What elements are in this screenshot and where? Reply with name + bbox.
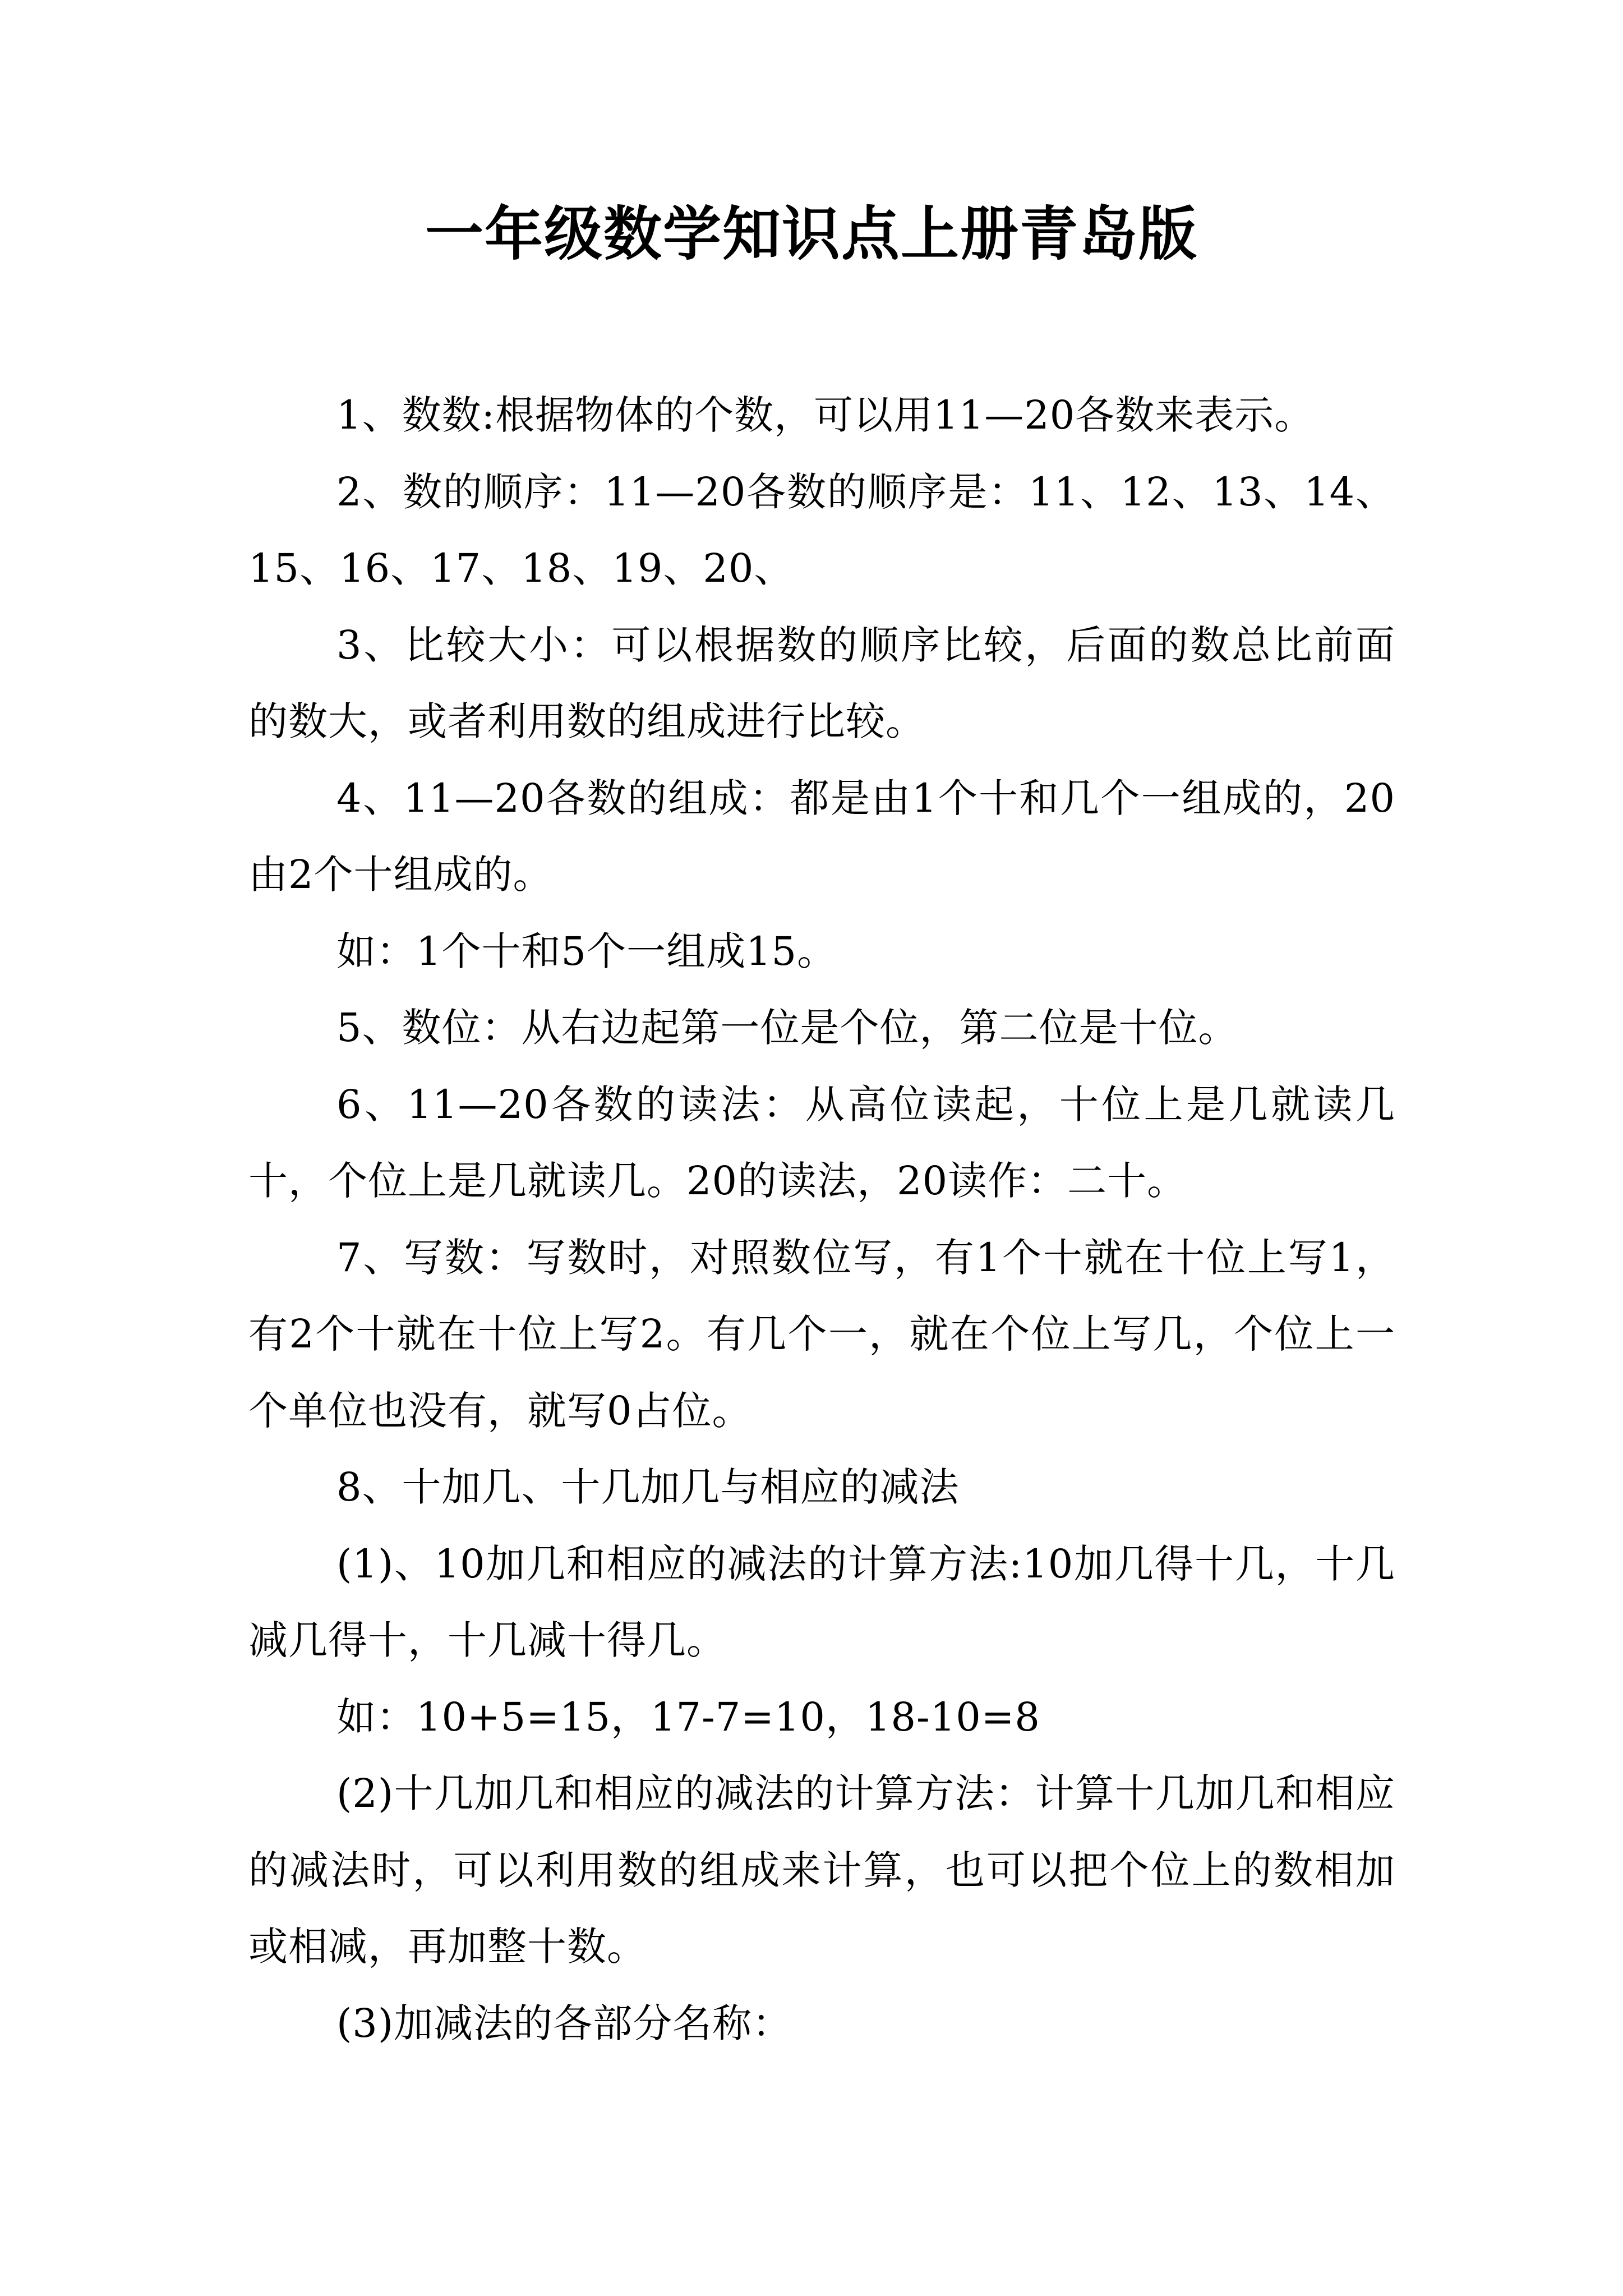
paragraph-calculation-example: 如：10+5=15，17-7=10，18-10=8 xyxy=(336,1694,1040,1740)
paragraph-counting: 1、数数:根据物体的个数，可以用11—20各数来表示。 xyxy=(336,392,1315,438)
paragraph-ten-plus-method: (1)、10加几和相应的减法的计算方法:10加几得十几，十几减几得十，十几减十得几。 xyxy=(248,1540,1395,1663)
document-title: 一年级数学知识点上册青岛版 xyxy=(425,199,1198,268)
document-body xyxy=(248,377,1395,2062)
paragraph-reading-numbers: 6、11—20各数的读法：从高位读起，十位上是几就读几十，个位上是几就读几。20的读法，20读作：二十。 xyxy=(248,1081,1395,1204)
paragraph-number-composition: 4、11—20各数的组成：都是由1个十和几个一组成的，20由2个十组成的。 xyxy=(248,775,1395,898)
paragraph-place-value: 5、数位：从右边起第一位是个位，第二位是十位。 xyxy=(336,1005,1238,1051)
paragraph-addition-subtraction-heading: 8、十加几、十几加几与相应的减法 xyxy=(336,1464,960,1510)
paragraph-part-names: (3)加减法的各部分名称： xyxy=(336,2000,792,2046)
paragraph-teens-plus-method: (2)十几加几和相应的减法的计算方法：计算十几加几和相应的减法时，可以利用数的组成来计算，也可以把个位上的数相加或相减，再加整十数。 xyxy=(248,1770,1395,1970)
paragraph-comparing-size: 3、比较大小：可以根据数的顺序比较，后面的数总比前面的数大，或者利用数的组成进行比较。 xyxy=(248,622,1395,744)
paragraph-writing-numbers: 7、写数：写数时，对照数位写，有1个十就在十位上写1，有2个十就在十位上写2。有几个一，就在个位上写几，个位上一个单位也没有，就写0占位。 xyxy=(248,1234,1395,1434)
paragraph-number-order: 2、数的顺序：11—20各数的顺序是：11、12、13、14、15、16、17、18、19、20、 xyxy=(248,468,1395,591)
paragraph-composition-example: 如：1个十和5个一组成15。 xyxy=(336,928,837,974)
